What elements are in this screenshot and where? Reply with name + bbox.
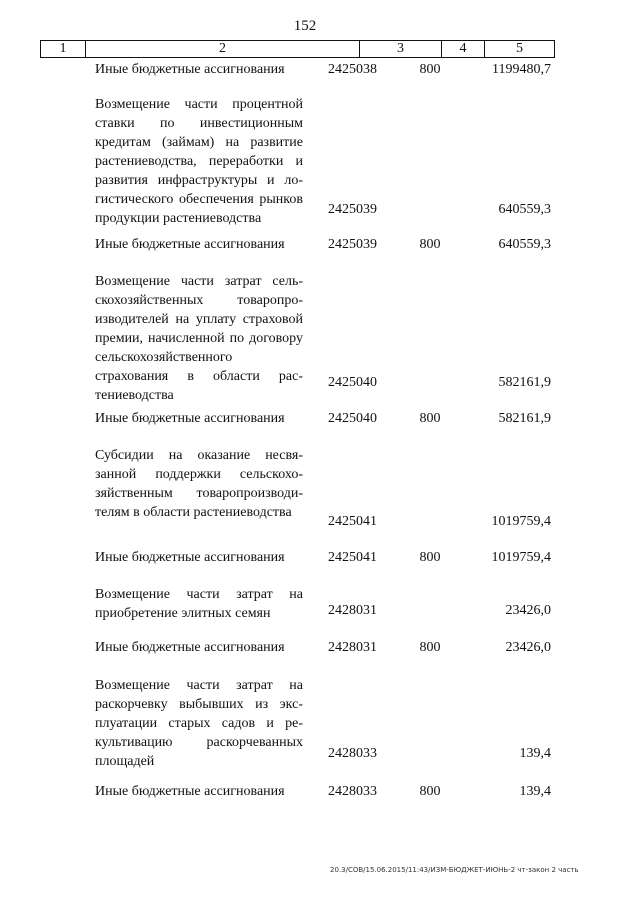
row-amount: 139,4 <box>519 784 551 799</box>
row-amount: 640559,3 <box>498 202 551 217</box>
row-code: 2425039 <box>328 237 377 252</box>
row-amount: 139,4 <box>519 746 551 761</box>
row-amount: 23426,0 <box>505 640 551 655</box>
row-code: 2428031 <box>328 640 377 655</box>
row-code: 2425040 <box>328 411 377 426</box>
row-description: Иные бюджетные ассигнования <box>95 62 285 77</box>
row-amount: 1019759,4 <box>491 550 551 565</box>
row-description: Субсидии на оказание несвязанной поддержки сельскохозяйственным товаропроизводителям в области растениеводства <box>95 448 303 520</box>
row-expense-type: 800 <box>419 411 441 426</box>
row-code: 2425041 <box>328 550 377 565</box>
row-code: 2428033 <box>328 746 377 761</box>
row-description: Возмещение части затрат на раскорчевку выбывших из эксплуатации старых садов и рекультивацию раскорчеванных площадей <box>95 678 303 769</box>
column-header-4: 4 <box>442 41 485 57</box>
column-header-1: 1 <box>41 41 86 57</box>
row-amount: 23426,0 <box>505 603 551 618</box>
row-code: 2425040 <box>328 375 377 390</box>
row-expense-type: 800 <box>419 640 441 655</box>
row-code: 2428031 <box>328 603 377 618</box>
row-description: Иные бюджетные ассигнования <box>95 784 285 799</box>
row-description: Возмещение части затрат сельскохозяйственных товаропроизводителей на уплату страховой премии, начисленной по договору сельскохозяйственного страхования в области растениеводства <box>95 274 303 403</box>
row-code: 2425041 <box>328 514 377 529</box>
row-description: Возмещение части процентной ставки по инвестиционным кредитам (займам) на развитие растениеводства, переработки и развития инфраструктуры и логистического обеспечения рынков продукции растениеводства <box>95 97 303 226</box>
row-description: Иные бюджетные ассигнования <box>95 411 285 426</box>
column-header-2: 2 <box>86 41 360 57</box>
row-code: 2428033 <box>328 784 377 799</box>
document-footer-note: 20.3/СОВ/15.06.2015/11:43/ИЗМ-БЮДЖЕТ-ИЮНЬ-2 чт-закон 2 часть <box>330 866 579 874</box>
column-header-3: 3 <box>360 41 442 57</box>
row-expense-type: 800 <box>419 550 441 565</box>
row-amount: 640559,3 <box>498 237 551 252</box>
row-amount: 1019759,4 <box>491 514 551 529</box>
row-expense-type: 800 <box>419 62 441 77</box>
row-amount: 582161,9 <box>498 411 551 426</box>
row-amount: 1199480,7 <box>492 62 551 77</box>
row-amount: 582161,9 <box>498 375 551 390</box>
row-description: Иные бюджетные ассигнования <box>95 237 285 252</box>
row-code: 2425038 <box>328 62 377 77</box>
row-description: Иные бюджетные ассигнования <box>95 550 285 565</box>
row-code: 2425039 <box>328 202 377 217</box>
row-expense-type: 800 <box>419 237 441 252</box>
column-header-5: 5 <box>516 41 523 56</box>
row-description: Возмещение части затрат на приобретение элитных семян <box>95 587 303 621</box>
row-description: Иные бюджетные ассигнования <box>95 640 285 655</box>
column-header-row <box>40 40 555 58</box>
page-number: 152 <box>293 18 317 34</box>
row-expense-type: 800 <box>419 784 441 799</box>
